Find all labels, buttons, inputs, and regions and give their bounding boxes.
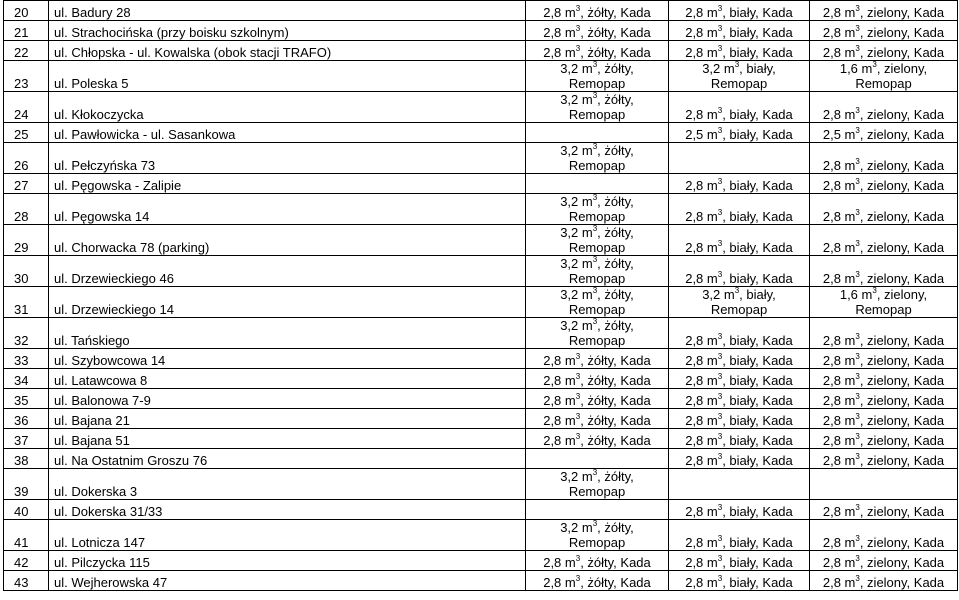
yellow-container-cell: 2,8 $m^3$, żółty, Kada bbox=[526, 41, 669, 61]
yellow-container-cell bbox=[526, 123, 669, 143]
green-container-cell: 2,8 $m^3$, zielony, Kada bbox=[810, 369, 958, 389]
table-row bbox=[4, 41, 958, 61]
row-number: 37 bbox=[4, 429, 49, 449]
address-cell: ul. Chorwacka 78 (parking) bbox=[49, 225, 526, 256]
row-number: 40 bbox=[4, 500, 49, 520]
row-number: 35 bbox=[4, 389, 49, 409]
green-container-cell: 2,8 $m^3$, zielony, Kada bbox=[810, 1, 958, 21]
row-number: 38 bbox=[4, 449, 49, 469]
address-cell: ul. Wejherowska 47 bbox=[49, 571, 526, 591]
row-number: 41 bbox=[4, 520, 49, 551]
row-number: 25 bbox=[4, 123, 49, 143]
address-cell: ul. Chłopska - ul. Kowalska (obok stacji TRAFO) bbox=[49, 41, 526, 61]
table-row bbox=[4, 256, 958, 287]
yellow-container-cell: 2,8 $m^3$, żółty, Kada bbox=[526, 349, 669, 369]
yellow-container-cell: 2,8 $m^3$, żółty, Kada bbox=[526, 571, 669, 591]
row-number: 24 bbox=[4, 92, 49, 123]
row-number: 32 bbox=[4, 318, 49, 349]
white-container-cell: 2,8 $m^3$, biały, Kada bbox=[669, 194, 810, 225]
white-container-cell: 2,8 $m^3$, biały, Kada bbox=[669, 1, 810, 21]
table-row bbox=[4, 349, 958, 369]
address-cell: ul. Pełczyńska 73 bbox=[49, 143, 526, 174]
table-row bbox=[4, 225, 958, 256]
table-body bbox=[4, 1, 958, 591]
yellow-container-cell: 2,8 $m^3$, żółty, Kada bbox=[526, 369, 669, 389]
white-container-cell: 2,5 $m^3$, biały, Kada bbox=[669, 123, 810, 143]
yellow-container-cell: 2,8 $m^3$, żółty, Kada bbox=[526, 389, 669, 409]
row-number: 22 bbox=[4, 41, 49, 61]
green-container-cell: 2,8 $m^3$, zielony, Kada bbox=[810, 449, 958, 469]
white-container-cell: 2,8 $m^3$, biały, Kada bbox=[669, 429, 810, 449]
address-cell: ul. Kłokoczycka bbox=[49, 92, 526, 123]
address-cell: ul. Dokerska 31/33 bbox=[49, 500, 526, 520]
white-container-cell: 2,8 $m^3$, biały, Kada bbox=[669, 389, 810, 409]
container-locations-table bbox=[3, 0, 958, 591]
white-container-cell: 2,8 $m^3$, biały, Kada bbox=[669, 520, 810, 551]
yellow-container-cell: 3,2 $m^3$, żółty, Remopap bbox=[526, 520, 669, 551]
table-row bbox=[4, 1, 958, 21]
table-row bbox=[4, 389, 958, 409]
white-container-cell: 2,8 $m^3$, biały, Kada bbox=[669, 571, 810, 591]
green-container-cell: 2,8 $m^3$, zielony, Kada bbox=[810, 551, 958, 571]
yellow-container-cell: 3,2 $m^3$, żółty, Remopap bbox=[526, 143, 669, 174]
table-row bbox=[4, 174, 958, 194]
address-cell: ul. Drzewieckiego 14 bbox=[49, 287, 526, 318]
yellow-container-cell bbox=[526, 449, 669, 469]
green-container-cell: 2,8 $m^3$, zielony, Kada bbox=[810, 92, 958, 123]
green-container-cell: 1,6 $m^3$, zielony, Remopap bbox=[810, 287, 958, 318]
white-container-cell: 2,8 $m^3$, biały, Kada bbox=[669, 500, 810, 520]
green-container-cell: 2,8 $m^3$, zielony, Kada bbox=[810, 520, 958, 551]
white-container-cell: 2,8 $m^3$, biały, Kada bbox=[669, 349, 810, 369]
white-container-cell bbox=[669, 143, 810, 174]
address-cell: ul. Badury 28 bbox=[49, 1, 526, 21]
address-cell: ul. Balonowa 7-9 bbox=[49, 389, 526, 409]
address-cell: ul. Pęgowska 14 bbox=[49, 194, 526, 225]
white-container-cell: 2,8 $m^3$, biały, Kada bbox=[669, 256, 810, 287]
address-cell: ul. Latawcowa 8 bbox=[49, 369, 526, 389]
table-row bbox=[4, 287, 958, 318]
green-container-cell: 2,8 $m^3$, zielony, Kada bbox=[810, 174, 958, 194]
table-row bbox=[4, 369, 958, 389]
green-container-cell: 2,8 $m^3$, zielony, Kada bbox=[810, 225, 958, 256]
white-container-cell: 2,8 $m^3$, biały, Kada bbox=[669, 174, 810, 194]
green-container-cell bbox=[810, 469, 958, 500]
address-cell: ul. Szybowcowa 14 bbox=[49, 349, 526, 369]
yellow-container-cell: 3,2 $m^3$, żółty, Remopap bbox=[526, 225, 669, 256]
address-cell: ul. Strachocińska (przy boisku szkolnym) bbox=[49, 21, 526, 41]
green-container-cell: 2,8 $m^3$, zielony, Kada bbox=[810, 21, 958, 41]
table-row bbox=[4, 551, 958, 571]
row-number: 21 bbox=[4, 21, 49, 41]
white-container-cell: 2,8 $m^3$, biały, Kada bbox=[669, 21, 810, 41]
row-number: 31 bbox=[4, 287, 49, 318]
row-number: 34 bbox=[4, 369, 49, 389]
table-row bbox=[4, 92, 958, 123]
row-number: 27 bbox=[4, 174, 49, 194]
address-cell: ul. Pęgowska - Zalipie bbox=[49, 174, 526, 194]
yellow-container-cell: 3,2 $m^3$, żółty, Remopap bbox=[526, 194, 669, 225]
white-container-cell: 2,8 $m^3$, biały, Kada bbox=[669, 551, 810, 571]
white-container-cell: 3,2 $m^3$, biały, Remopap bbox=[669, 61, 810, 92]
row-number: 42 bbox=[4, 551, 49, 571]
green-container-cell: 2,8 $m^3$, zielony, Kada bbox=[810, 41, 958, 61]
yellow-container-cell: 3,2 $m^3$, żółty, Remopap bbox=[526, 469, 669, 500]
green-container-cell: 2,8 $m^3$, zielony, Kada bbox=[810, 409, 958, 429]
table-row bbox=[4, 571, 958, 591]
yellow-container-cell: 3,2 $m^3$, żółty, Remopap bbox=[526, 318, 669, 349]
table-row bbox=[4, 449, 958, 469]
table-row bbox=[4, 409, 958, 429]
table-row bbox=[4, 520, 958, 551]
yellow-container-cell: 3,2 $m^3$, żółty, Remopap bbox=[526, 92, 669, 123]
green-container-cell: 2,8 $m^3$, zielony, Kada bbox=[810, 256, 958, 287]
row-number: 26 bbox=[4, 143, 49, 174]
address-cell: ul. Dokerska 3 bbox=[49, 469, 526, 500]
white-container-cell: 2,8 $m^3$, biały, Kada bbox=[669, 92, 810, 123]
yellow-container-cell: 2,8 $m^3$, żółty, Kada bbox=[526, 1, 669, 21]
green-container-cell: 2,8 $m^3$, zielony, Kada bbox=[810, 349, 958, 369]
yellow-container-cell: 2,8 $m^3$, żółty, Kada bbox=[526, 21, 669, 41]
table-row bbox=[4, 429, 958, 449]
green-container-cell: 2,8 $m^3$, zielony, Kada bbox=[810, 143, 958, 174]
address-cell: ul. Lotnicza 147 bbox=[49, 520, 526, 551]
row-number: 20 bbox=[4, 1, 49, 21]
address-cell: ul. Bajana 51 bbox=[49, 429, 526, 449]
white-container-cell: 2,8 $m^3$, biały, Kada bbox=[669, 318, 810, 349]
row-number: 33 bbox=[4, 349, 49, 369]
address-cell: ul. Na Ostatnim Groszu 76 bbox=[49, 449, 526, 469]
white-container-cell: 2,8 $m^3$, biały, Kada bbox=[669, 409, 810, 429]
address-cell: ul. Drzewieckiego 46 bbox=[49, 256, 526, 287]
yellow-container-cell: 2,8 $m^3$, żółty, Kada bbox=[526, 409, 669, 429]
yellow-container-cell bbox=[526, 500, 669, 520]
green-container-cell: 2,8 $m^3$, zielony, Kada bbox=[810, 429, 958, 449]
row-number: 30 bbox=[4, 256, 49, 287]
white-container-cell: 2,8 $m^3$, biały, Kada bbox=[669, 449, 810, 469]
table-row bbox=[4, 500, 958, 520]
white-container-cell: 2,8 $m^3$, biały, Kada bbox=[669, 225, 810, 256]
row-number: 28 bbox=[4, 194, 49, 225]
table-row bbox=[4, 469, 958, 500]
row-number: 39 bbox=[4, 469, 49, 500]
address-cell: ul. Pawłowicka - ul. Sasankowa bbox=[49, 123, 526, 143]
green-container-cell: 2,8 $m^3$, zielony, Kada bbox=[810, 389, 958, 409]
address-cell: ul. Bajana 21 bbox=[49, 409, 526, 429]
yellow-container-cell: 2,8 $m^3$, żółty, Kada bbox=[526, 429, 669, 449]
table-row bbox=[4, 318, 958, 349]
row-number: 29 bbox=[4, 225, 49, 256]
yellow-container-cell: 2,8 $m^3$, żółty, Kada bbox=[526, 551, 669, 571]
row-number: 23 bbox=[4, 61, 49, 92]
row-number: 36 bbox=[4, 409, 49, 429]
table-row bbox=[4, 194, 958, 225]
green-container-cell: 2,8 $m^3$, zielony, Kada bbox=[810, 571, 958, 591]
table-row bbox=[4, 123, 958, 143]
row-number: 43 bbox=[4, 571, 49, 591]
white-container-cell: 3,2 $m^3$, biały, Remopap bbox=[669, 287, 810, 318]
yellow-container-cell: 3,2 $m^3$, żółty, Remopap bbox=[526, 61, 669, 92]
green-container-cell: 2,8 $m^3$, zielony, Kada bbox=[810, 500, 958, 520]
white-container-cell: 2,8 $m^3$, biały, Kada bbox=[669, 369, 810, 389]
yellow-container-cell: 3,2 $m^3$, żółty, Remopap bbox=[526, 256, 669, 287]
table-row bbox=[4, 21, 958, 41]
table-row bbox=[4, 61, 958, 92]
green-container-cell: 2,8 $m^3$, zielony, Kada bbox=[810, 318, 958, 349]
address-cell: ul. Pilczycka 115 bbox=[49, 551, 526, 571]
green-container-cell: 2,5 $m^3$, zielony, Kada bbox=[810, 123, 958, 143]
table-row bbox=[4, 143, 958, 174]
address-cell: ul. Poleska 5 bbox=[49, 61, 526, 92]
green-container-cell: 2,8 $m^3$, zielony, Kada bbox=[810, 194, 958, 225]
green-container-cell: 1,6 $m^3$, zielony, Remopap bbox=[810, 61, 958, 92]
white-container-cell: 2,8 $m^3$, biały, Kada bbox=[669, 41, 810, 61]
yellow-container-cell: 3,2 $m^3$, żółty, Remopap bbox=[526, 287, 669, 318]
white-container-cell bbox=[669, 469, 810, 500]
yellow-container-cell bbox=[526, 174, 669, 194]
address-cell: ul. Tańskiego bbox=[49, 318, 526, 349]
